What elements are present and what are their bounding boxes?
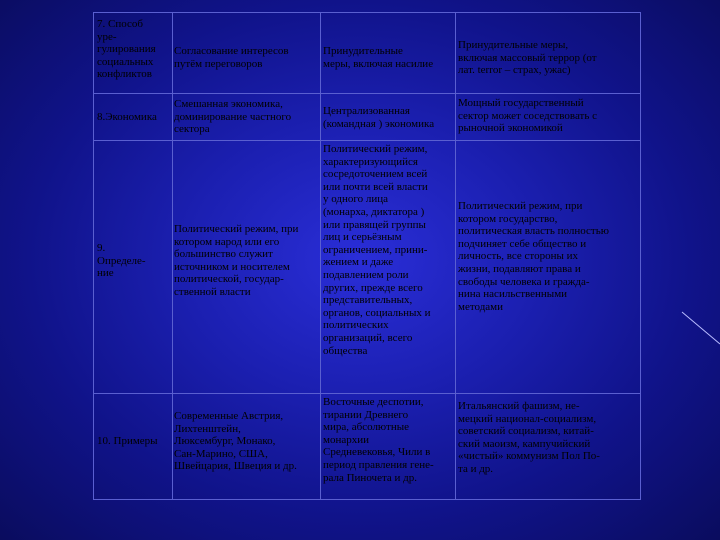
row-label-economy: 8.Экономика: [97, 111, 157, 123]
authoritarian-regulation: Принудительные меры, включая насилие: [323, 45, 434, 70]
table-divider: [93, 393, 641, 394]
authoritarian-economy: Централизованная (командная ) экономика: [323, 105, 435, 130]
row-label-examples: 10. Примеры: [97, 435, 158, 447]
decorative-line: [680, 310, 720, 350]
authoritarian-definition: Политический режим, характеризующийся сосредоточением всей или почти всей власти у одного лица (монарха, диктатора ) или правящей группы лиц и серьёзным ограничением, прини- жением и даже подавлением роли других, прежде всего представительных, органов, социальных и политических организаций, всего общества: [323, 143, 431, 357]
totalitarian-examples: Итальянский фашизм, не- мецкий национал-социализм, советский социализм, китай- ский маоизм, кампучийский «чистый» коммунизм Пол По- та и др.: [458, 400, 600, 475]
democracy-regulation: Согласование интересов путём переговоров: [174, 45, 289, 70]
totalitarian-definition: Политический режим, при котором государство, политическая власть полностью подчиняет себе общество и личность, все стороны их жизни, подавляют права и свободы человека и гражда- нина насильственными методами: [458, 200, 609, 313]
table-divider: [455, 12, 456, 500]
table-divider: [93, 93, 641, 94]
authoritarian-examples: Восточные деспотии, тирании Древнего мира, абсолютные монархии Средневековья, Чили в период правления гене- рала Пиночета и др.: [323, 396, 434, 484]
table-divider: [93, 12, 94, 500]
democracy-definition: Политический режим, при котором народ или его большинство служит источником и носителем политической, государ- ственной власти: [174, 223, 299, 298]
table-divider: [93, 140, 641, 141]
row-label-definition: 9. Определе- ние: [97, 242, 146, 280]
row-label-regulation: 7. Способ уре- гулирования социальных конфликтов: [97, 18, 156, 81]
totalitarian-regulation: Принудительные меры, включая массовый террор (от лат. terror – страх, ужас): [458, 39, 597, 77]
comparison-table: [93, 12, 641, 500]
table-divider: [93, 12, 641, 13]
table-divider: [93, 499, 641, 500]
totalitarian-economy: Мощный государственный сектор может соседствовать с рыночной экономикой: [458, 97, 598, 135]
table-divider: [640, 12, 641, 500]
democracy-economy: Смешанная экономика, доминирование частного сектора: [174, 98, 292, 136]
table-divider: [172, 12, 173, 500]
table-divider: [320, 12, 321, 500]
democracy-examples: Современные Австрия, Лихтенштейн, Люксембург, Монако, Сан-Марино, США, Швейцария, Швеция и др.: [174, 410, 297, 473]
